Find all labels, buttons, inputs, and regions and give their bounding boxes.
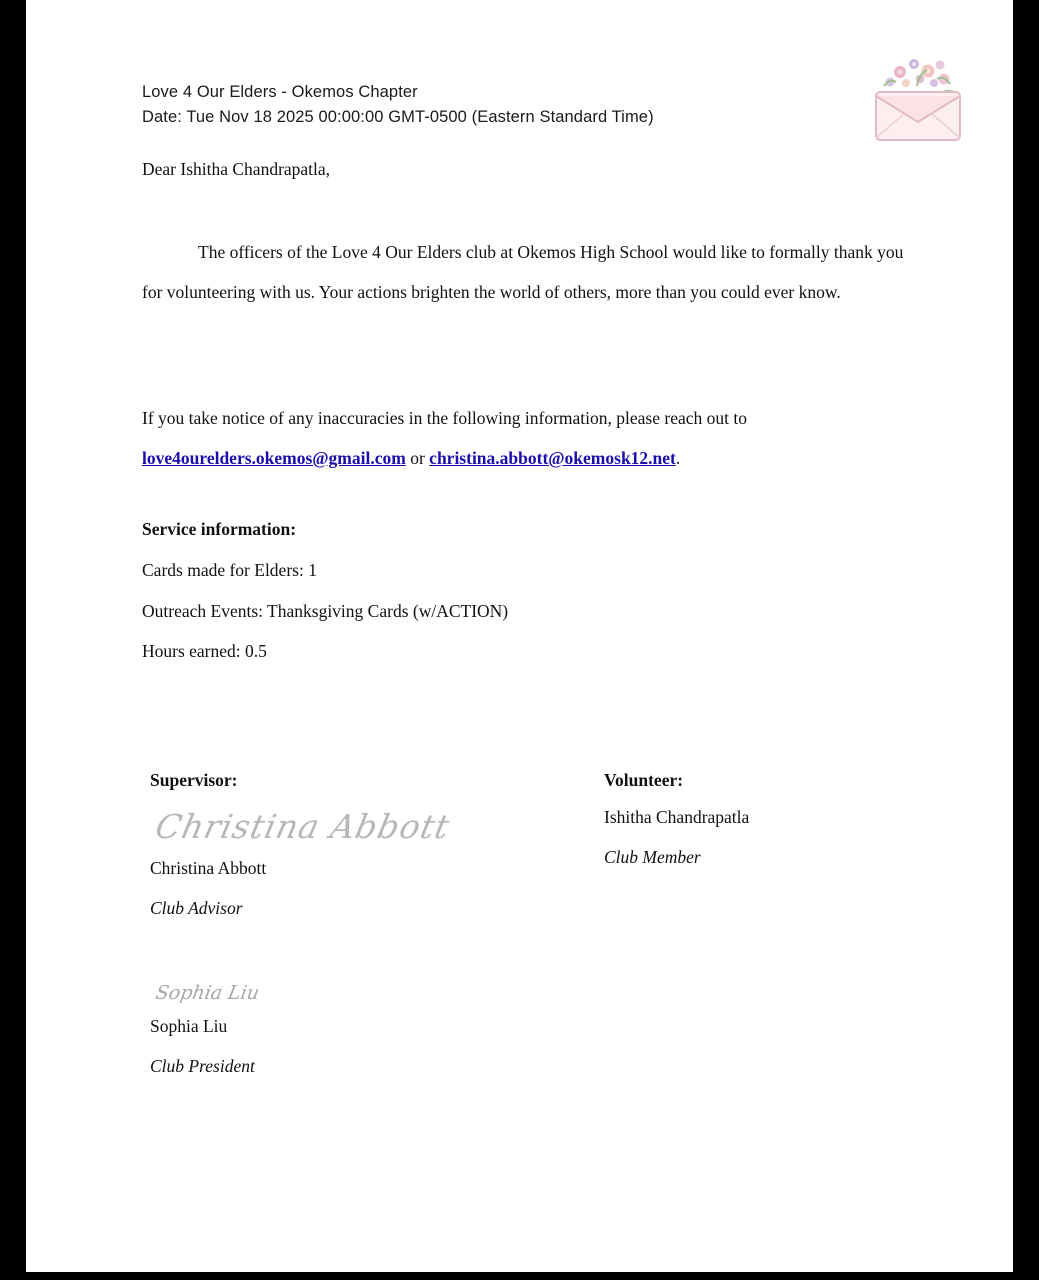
inaccuracies-paragraph — [142, 398, 910, 478]
inaccuracies-lead-text: If you take notice of any inaccuracies in the following information, please reach out to — [142, 408, 747, 428]
service-line-events: Outreach Events: Thanksgiving Cards (w/ACTION) — [142, 601, 509, 621]
email-conjunction: or — [405, 448, 430, 468]
supervisor-entry-president — [150, 982, 570, 1086]
supervisor-signature-column — [150, 770, 570, 1086]
supervisor-role-advisor: Club Advisor — [150, 898, 243, 918]
supervisor-entry-advisor — [150, 807, 570, 928]
supervisor-name-advisor: Christina Abbott — [150, 858, 267, 878]
organization-name: Love 4 Our Elders - Okemos Chapter — [142, 83, 418, 101]
handwritten-signature-president: Sophia Liu — [154, 982, 262, 1004]
service-information-heading: Service information: — [142, 519, 297, 539]
advisor-email-link[interactable]: christina.abbott@okemosk12.net — [429, 448, 676, 468]
volunteer-heading: Volunteer: — [604, 770, 684, 790]
handwritten-signature-advisor: Christina Abbott — [152, 807, 454, 846]
salutation: Dear Ishitha Chandrapatla, — [142, 159, 331, 179]
club-email-link[interactable]: love4ourelders.okemos@gmail.com — [142, 448, 406, 468]
supervisor-name-president: Sophia Liu — [150, 1016, 228, 1036]
letter-page — [26, 0, 1013, 1272]
supervisor-role-president: Club President — [150, 1056, 255, 1076]
supervisor-heading: Supervisor: — [150, 770, 238, 790]
letter-header — [142, 80, 842, 130]
flower-envelope-icon — [870, 52, 966, 144]
service-line-cards: Cards made for Elders: 1 — [142, 560, 317, 580]
volunteer-role: Club Member — [604, 847, 701, 867]
thank-you-text: The officers of the Love 4 Our Elders club at Okemos High School would like to formally thank you for volunteering with us. Your actions brighten the world of others, more than you could ever know. — [142, 242, 904, 302]
service-line-hours: Hours earned: 0.5 — [142, 641, 267, 661]
sentence-period: . — [675, 448, 681, 468]
volunteer-signature-column — [604, 770, 984, 877]
letter-date: Date: Tue Nov 18 2025 00:00:00 GMT-0500 (Eastern Standard Time) — [142, 108, 654, 126]
thank-you-paragraph — [142, 232, 910, 312]
volunteer-name: Ishitha Chandrapatla — [604, 807, 750, 827]
